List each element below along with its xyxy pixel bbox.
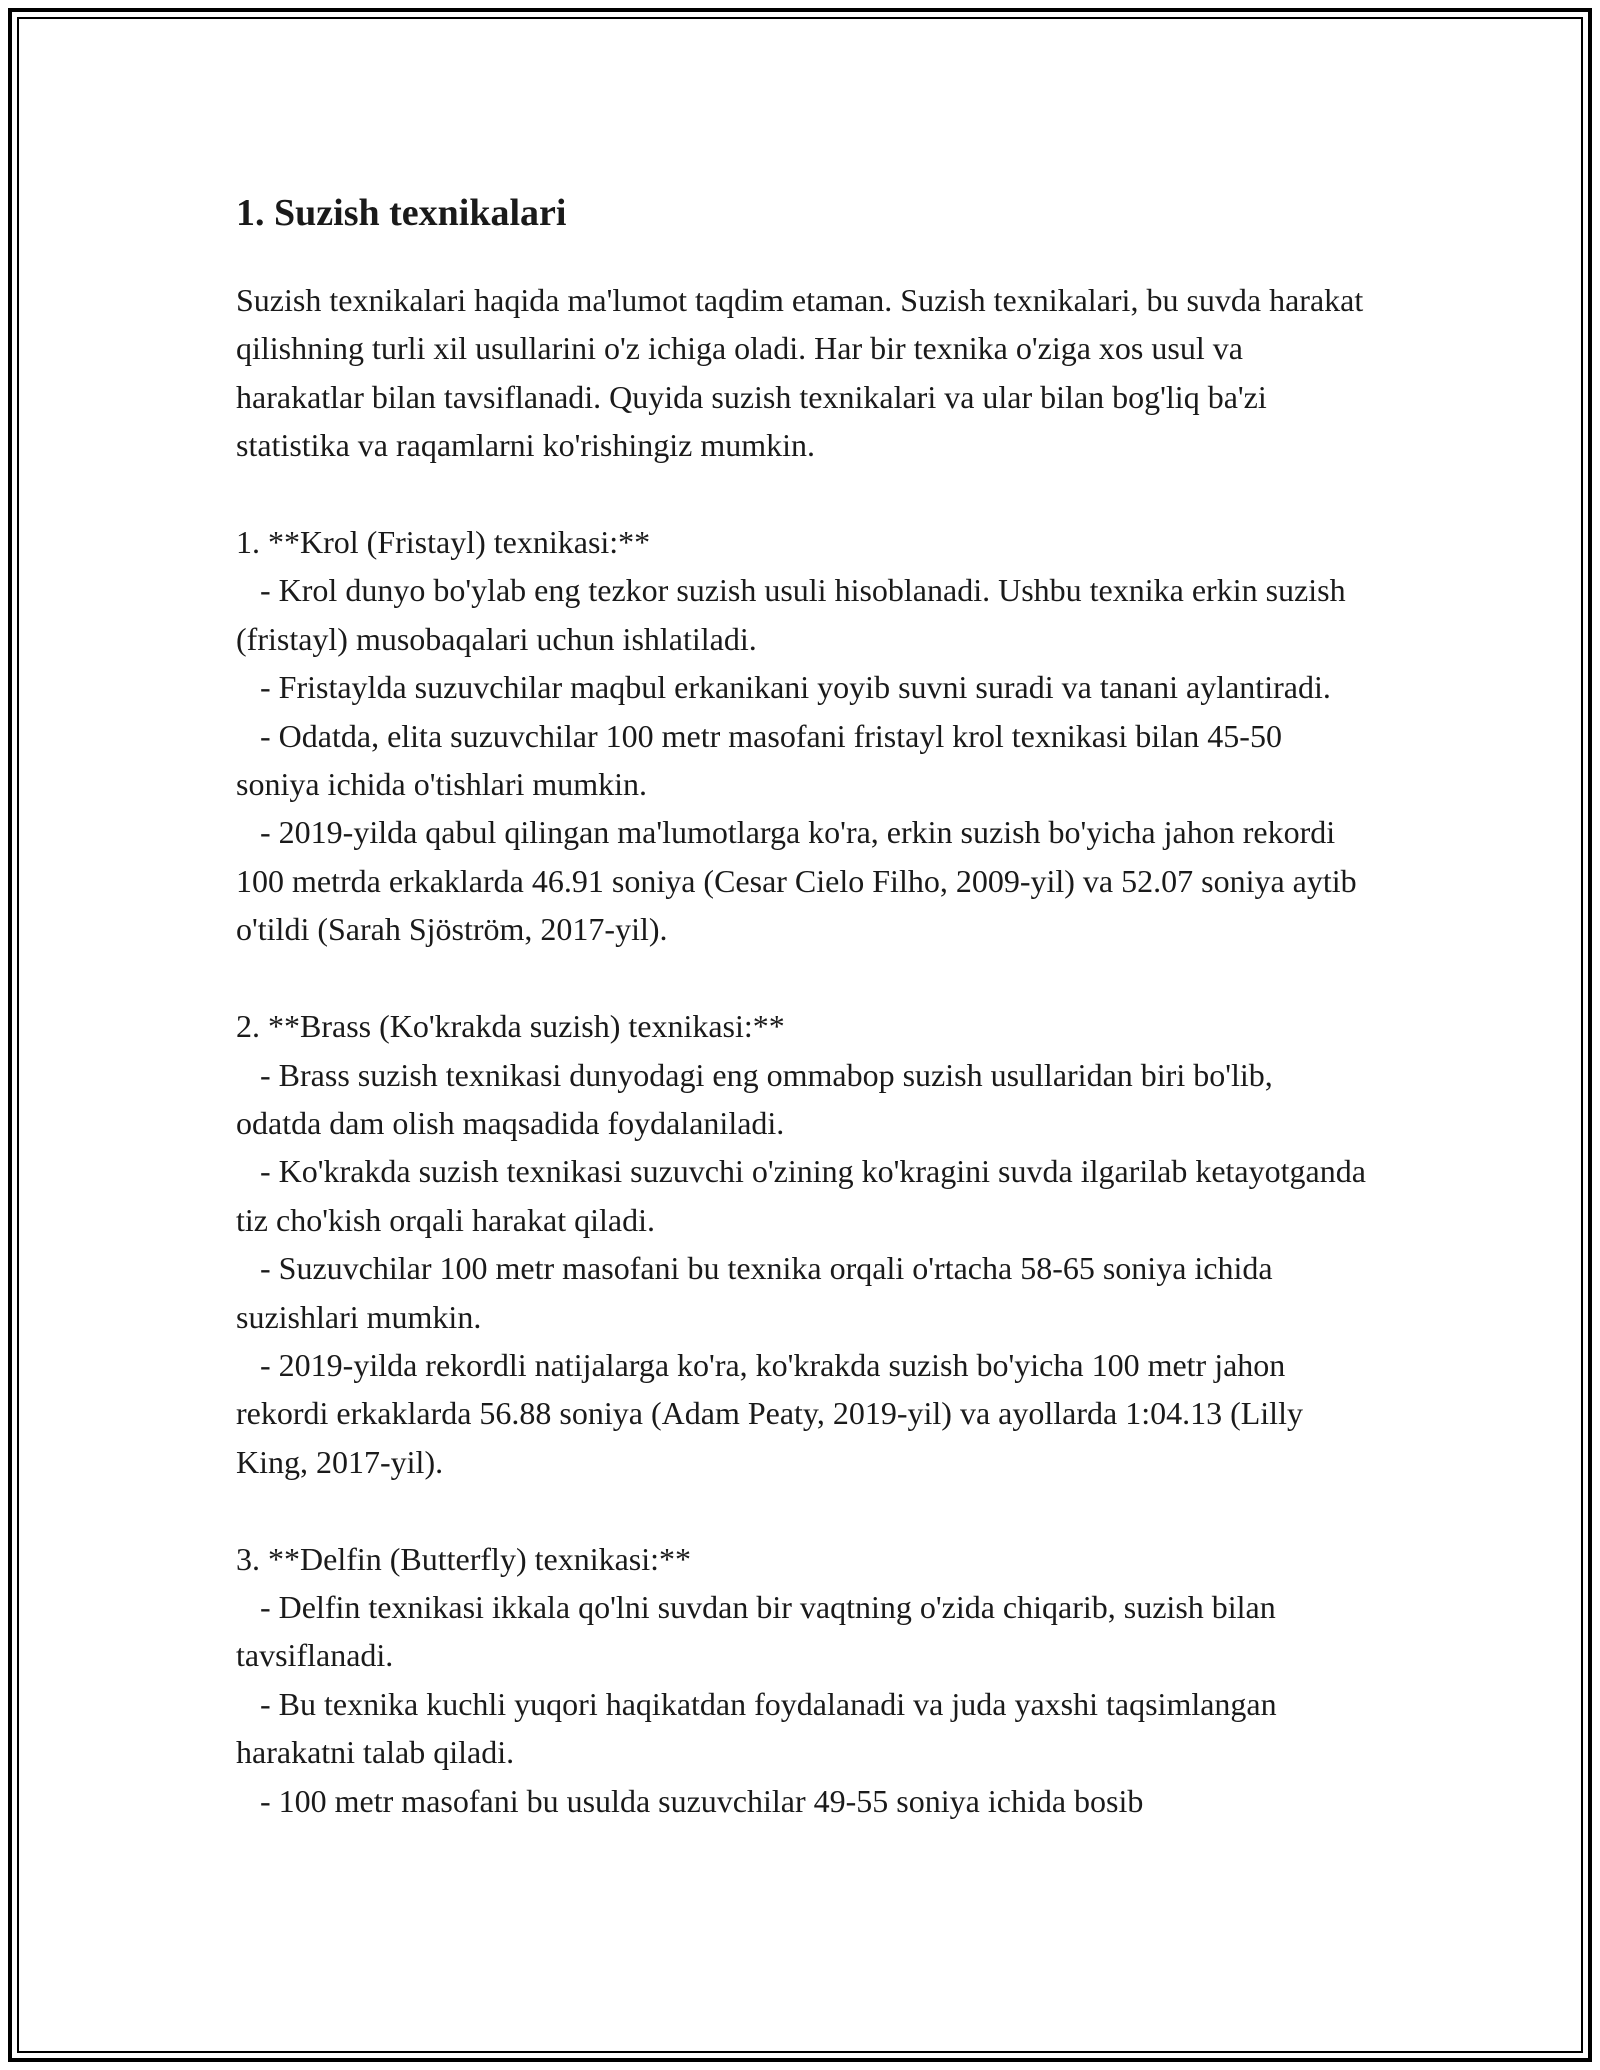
section-heading: 1. Suzish texnikalari bbox=[236, 192, 567, 234]
document-content bbox=[236, 180, 1366, 1825]
body-text: Suzish texnikalari haqida ma'lumot taqdim etaman. Suzish texnikalari, bu suvda harakat qilishning turli xil usullarini o'z ichiga oladi. Har bir texnika o'ziga xos usul va harakatlar bilan tavsiflanadi. Quyida suzish texnikalari va ular bilan bog'liq ba'zi statistika va raqamlarni ko'rishingiz mumkin. 1. **Krol (Fristayl) texnikasi:** - Krol dunyo bo'ylab eng tezkor suzish usuli hisoblanadi. Ushbu texnika erkin suzish (fristayl) musobaqalari uchun ishlatiladi. - Fristaylda suzuvchilar maqbul erkanikani yoyib suvni suradi va tanani aylantiradi. - Odatda, elita suzuvchilar 100 metr masofani fristayl krol texnikasi bilan 45-50 soniya ichida o'tishlari mumkin. - 2019-yilda qabul qilingan ma'lumotlarga ko'ra, erkin suzish bo'yicha jahon rekordi 100 metrda erkaklarda 46.91 soniya (Cesar Cielo Filho, 2009-yil) va 52.07 soniya aytib o'tildi (Sarah Sjöström, 2017-yil). 2. **Brass (Ko'krakda suzish) texnikasi:** - Brass suzish texnikasi dunyodagi eng ommabop suzish usullaridan biri bo'lib, odatda dam olish maqsadida foydalaniladi. - Ko'krakda suzish texnikasi suzuvchi o'zining ko'kragini suvda ilgarilab ketayotganda tiz cho'kish orqali harakat qiladi. - Suzuvchilar 100 metr masofani bu texnika orqali o'rtacha 58-65 soniya ichida suzishlari mumkin. - 2019-yilda rekordli natijalarga ko'ra, ko'krakda suzish bo'yicha 100 metr jahon rekordi erkaklarda 56.88 soniya (Adam Peaty, 2019-yil) va ayollarda 1:04.13 (Lilly King, 2017-yil). 3. **Delfin (Butterfly) texnikasi:** - Delfin texnikasi ikkala qo'lni suvdan bir vaqtning o'zida chiqarib, suzish bilan tavsiflanadi. - Bu texnika kuchli yuqori haqikatdan foydalanadi va juda yaxshi taqsimlangan harakatni talab qiladi. - 100 metr masofani bu usulda suzuvchilar 49-55 soniya ichida bosib bbox=[236, 282, 1366, 1819]
